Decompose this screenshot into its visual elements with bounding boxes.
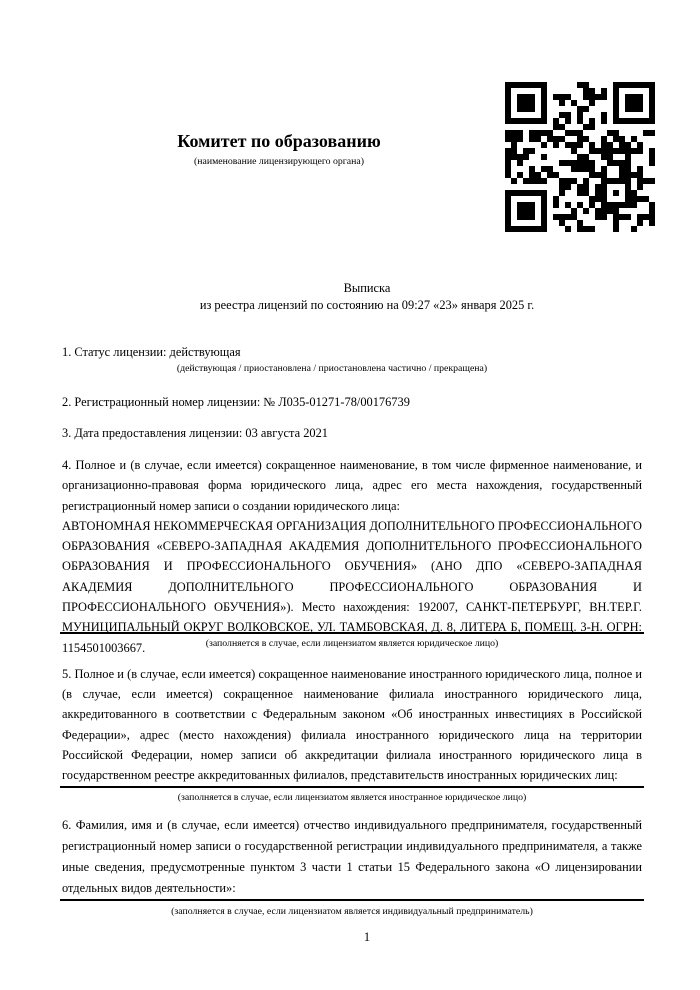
entrepreneur-caption: (заполняется в случае, если лицензиатом является индивидуальный предприниматель) <box>171 906 533 917</box>
separator-rule-legal-entity <box>60 632 644 634</box>
qr-code-icon <box>505 82 655 232</box>
legal-entity-intro: 4. Полное и (в случае, если имеется) сокращенное наименование, в том числе фирменное наименование, и организационно-правовая форма юридического лица, адрес его места нахождения, государственный регистрационный номер записи о создании юридического лица: <box>62 458 642 513</box>
grant-date-line: 3. Дата предоставления лицензии: 03 августа 2021 <box>62 426 328 440</box>
page-number: 1 <box>363 930 371 944</box>
foreign-entity-caption: (заполняется в случае, если лицензиатом является иностранное юридическое лицо) <box>177 792 527 803</box>
foreign-entity-section <box>62 664 642 785</box>
authority-caption: (наименование лицензирующего органа) <box>193 156 364 167</box>
document-title-line1: Выписка <box>343 281 391 295</box>
foreign-entity-text: 5. Полное и (в случае, если имеется) сокращенное наименование иностранного юридического лица, полное и (в случае, если имеется) сокращенное наименование филиала иностранного юридического лица, аккредитованного в соответствии с Федеральным законом «Об иностранных инвестициях в Российской Федерации», адрес (место нахождения) филиала иностранного юридического лица на территории Российской Федерации, номер записи об аккредитации филиала иностранного юридического лица в государственном реестре аккредитованных филиалов, представительств иностранных юридических лиц: <box>62 667 642 783</box>
licensing-authority-header <box>64 131 494 168</box>
separator-rule-foreign-entity <box>60 786 644 788</box>
legal-entity-section <box>62 455 642 658</box>
separator-rule-entrepreneur <box>60 899 644 901</box>
qr-code-icon <box>505 82 655 232</box>
entrepreneur-section <box>62 815 642 899</box>
document-title <box>94 280 640 313</box>
legal-entity-caption: (заполняется в случае, если лицензиатом является юридическое лицо) <box>205 638 499 649</box>
legal-entity-value: АВТОНОМНАЯ НЕКОММЕРЧЕСКАЯ ОРГАНИЗАЦИЯ ДОПОЛНИТЕЛЬНОГО ПРОФЕССИОНАЛЬНОГО ОБРАЗОВАНИЯ «СЕВЕРО-ЗАПАДНАЯ АКАДЕМИЯ ДОПОЛНИТЕЛЬНОГО ПРОФЕССИОНАЛЬНОГО ОБРАЗОВАНИЯ И ПРОФЕССИОНАЛЬНОГО ОБУЧЕНИЯ» (АНО ДПО «СЕВЕРО-ЗАПАДНАЯ АКАДЕМИЯ ДОПОЛНИТЕЛЬНОГО ПРОФЕССИОНАЛЬНОГО ОБРАЗОВАНИЯ И ПРОФЕССИОНАЛЬНОГО ОБУЧЕНИЯ»). Место нахождения: 192007, САНКТ-ПЕТЕРБУРГ, ВН.ТЕР.Г. МУНИЦИПАЛЬНЫЙ ОКРУГ ВОЛКОВСКОЕ, УЛ. ТАМБОВСКАЯ, Д. 8, ЛИТЕРА Б, ПОМЕЩ. 3-Н. ОГРН: 1154501003667. <box>62 518 642 655</box>
authority-name: Комитет по образованию <box>177 131 381 151</box>
license-status-options-caption: (действующая / приостановлена / приостановлена частично / прекращена) <box>176 363 488 374</box>
document-title-line2: из реестра лицензий по состоянию на 09:27 «23» января 2025 г. <box>199 297 535 312</box>
entrepreneur-text: 6. Фамилия, имя и (в случае, если имеется) отчество индивидуального предпринимателя, государственный регистрационный номер записи о государственной регистрации индивидуального предпринимателя, а также иные сведения, предусмотренные пунктом 3 части 1 статьи 15 Федерального закона «О лицензировании отдельных видов деятельности»: <box>62 818 642 895</box>
license-status-line: 1. Статус лицензии: действующая <box>62 345 241 359</box>
registration-number-line: 2. Регистрационный номер лицензии: № Л035-01271-78/00176739 <box>62 395 410 409</box>
